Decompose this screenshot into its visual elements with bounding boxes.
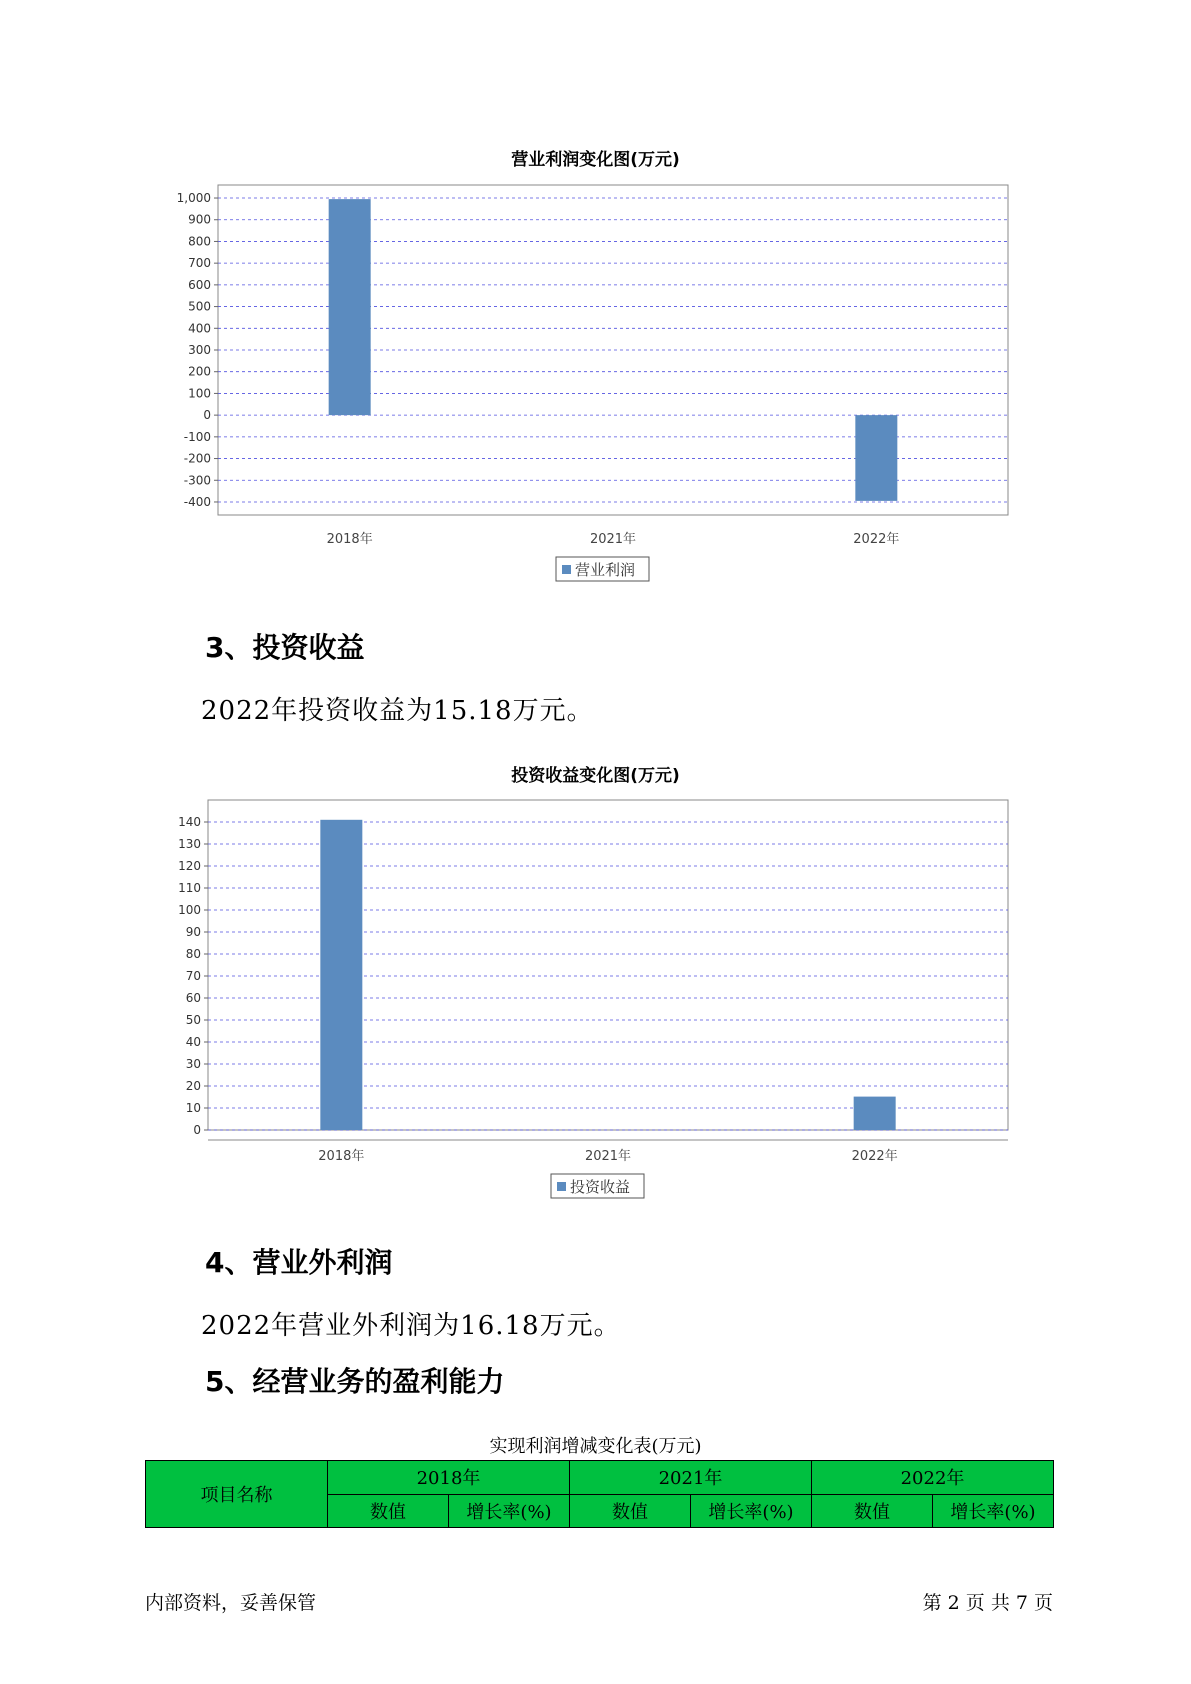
legend-swatch [557,1182,566,1191]
year-header: 2022年 [812,1461,1054,1495]
profit-change-table [145,1460,1054,1528]
y-tick-label: 500 [188,299,211,314]
legend [556,557,649,581]
value-header: 数值 [570,1494,691,1528]
y-tick-label: 110 [178,881,201,895]
growth-rate-header: 增长率(%) [933,1494,1054,1528]
value-header: 数值 [328,1494,449,1528]
table-header-row [146,1461,1054,1495]
operating-profit-chart [0,165,1191,585]
value-header: 数值 [812,1494,933,1528]
legend-swatch [562,565,571,574]
section-4-text: 2022年营业外利润为16.18万元。 [201,1311,621,1341]
section-5-heading: 5、经营业务的盈利能力 [205,1365,505,1398]
y-tick-label: 50 [185,1013,201,1027]
section-4-heading: 4、营业外利润 [205,1246,393,1279]
y-tick-label: 130 [178,837,201,851]
y-tick-label: -200 [183,451,211,466]
y-tick-label: 20 [185,1079,201,1093]
y-tick-label: 140 [178,815,201,829]
y-tick-label: 0 [193,1123,201,1137]
investment-income-chart [0,783,1191,1203]
bar [855,415,897,501]
legend-label: 投资收益 [570,1178,631,1196]
x-tick-label: 2021年 [584,1149,632,1164]
y-tick-label: 40 [185,1035,201,1049]
footer-page-number: 第 2 页 共 7 页 [922,1592,1053,1614]
y-tick-label: 1,000 [176,191,211,206]
y-tick-label: 700 [188,256,211,271]
y-tick-label: 100 [178,903,201,917]
item-name-header: 项目名称 [146,1461,328,1528]
legend [551,1174,644,1198]
y-tick-label: 400 [188,321,211,336]
x-tick-label: 2022年 [851,1149,898,1164]
x-tick-label: 2018年 [326,532,373,547]
year-header: 2021年 [570,1461,812,1495]
y-tick-label: 900 [188,212,211,227]
y-tick-label: 60 [185,991,201,1005]
x-tick-label: 2022年 [853,532,900,547]
y-tick-label: 30 [185,1057,201,1071]
x-tick-label: 2018年 [318,1149,365,1164]
chart-title-operating-profit: 营业利润变化图(万元) [511,150,680,170]
chart-title-investment-income: 投资收益变化图(万元) [511,766,680,786]
y-tick-label: 0 [203,408,211,423]
y-tick-label: -400 [183,494,211,509]
y-tick-label: 70 [185,969,201,983]
x-tick-label: 2021年 [589,532,637,547]
y-tick-label: 100 [188,386,211,401]
year-header: 2018年 [328,1461,570,1495]
footer-confidential-note: 内部资料，妥善保管 [145,1592,317,1614]
y-tick-label: 90 [185,925,201,939]
legend-label: 营业利润 [575,561,636,579]
y-tick-label: 200 [188,364,211,379]
growth-rate-header: 增长率(%) [449,1494,570,1528]
growth-rate-header: 增长率(%) [691,1494,812,1528]
section-3-heading: 3、投资收益 [205,631,365,664]
bar [854,1097,896,1130]
y-tick-label: 300 [188,343,211,357]
bar [329,199,371,415]
table-caption: 实现利润增减变化表(万元) [489,1436,702,1457]
y-tick-label: 600 [188,277,211,292]
section-3-text: 2022年投资收益为15.18万元。 [201,696,594,726]
y-tick-label: 10 [185,1101,201,1115]
y-tick-label: 800 [188,234,211,249]
y-tick-label: 80 [185,947,201,961]
y-tick-label: -300 [183,473,211,488]
y-tick-label: 120 [178,859,201,873]
bar [320,820,362,1130]
y-tick-label: -100 [183,429,211,444]
